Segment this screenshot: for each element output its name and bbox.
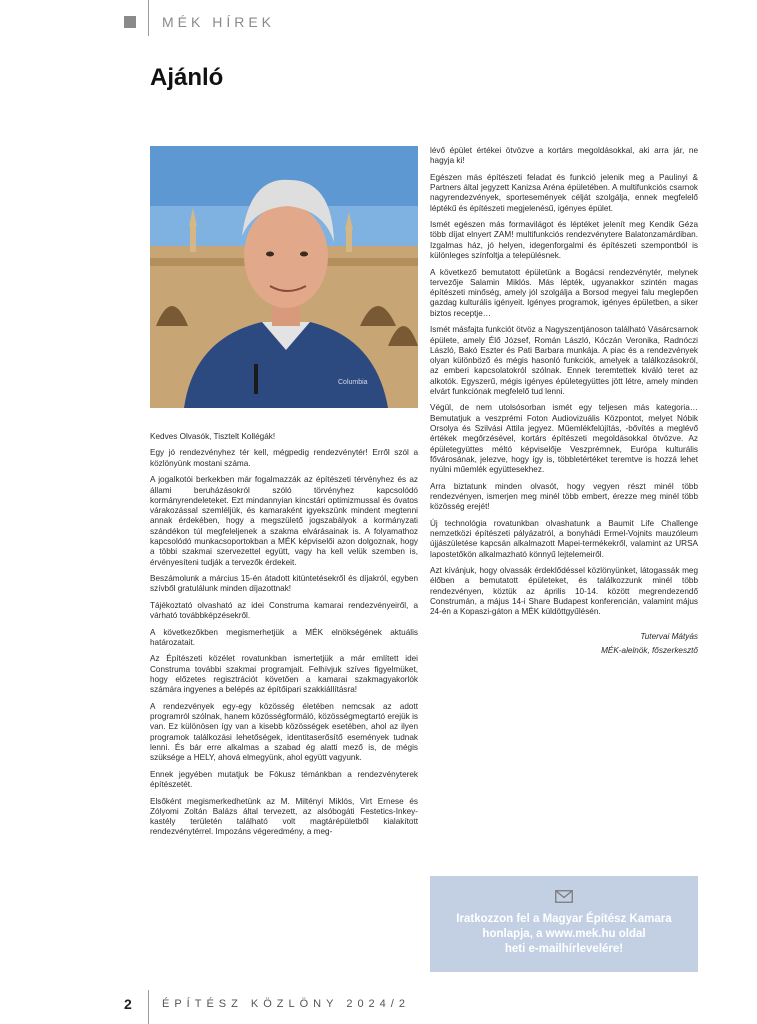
envelope-icon	[555, 890, 573, 908]
paragraph: Végül, de nem utolsósorban ismét egy teljesen más kategoria… Bemutatjuk a veszprémi Foton Audiovizuális Központot, melyet Nóbik Orsolya és Szilvási Attila jegyez. Műemlékfelújítás, -bővítés a meglévő értékek megőrzésével, kortárs építészeti megoldásokkal ötvözve. Az épületegyüttes méltó képviselője Veszprémnek, Európa kulturális fővárosának, jelezve, hogy így is, többletértéket teremtve is hozzá lehet nyúlni műemlék együttesekhez.	[430, 403, 698, 475]
section-header: MÉK HÍREK	[162, 14, 276, 30]
paragraph: Új technológia rovatunkban olvashatunk a Baumit Life Challenge nemzetközi építészeti pályázatról, a bonyhádi Ermel-Vojnits mauzóleum újjászületése kapcsán alkalmazott Mapei-termékekről, valamint az URSA lapostetőkön alkalmazható könnyű lejtelemeiről.	[430, 518, 698, 559]
right-text-column	[430, 146, 698, 662]
paragraph: Egy jó rendezvényhez tér kell, mégpedig rendezvénytér! Erről szól a közlönyünk mostani száma.	[150, 448, 418, 468]
paragraph: Ennek jegyében mutatjuk be Fókusz témánkban a rendezvényterek építészetét.	[150, 769, 418, 790]
paragraph: Az Építészeti közélet rovatunkban ismertetjük a már említett idei Construma további szakmai programjait. Felhívjuk szíves figyelmüket, hogy előzetes regisztrációt követően a kamarai szakmagyakorlók számára ingyenes a belépés az építőipari szakkiállításra!	[150, 654, 418, 695]
page-number: 2	[124, 996, 132, 1012]
paragraph: Ismét másfajta funkciót ötvöz a Nagyszentjánoson található Vásárcsarnok épülete, amely Élő József, Román László, Kóczán Veronika, Radnóczi László, Bakó Eszter és Pati Barbara munkája. A piac és a rendezvények olyan különböző és mégis hasonló funkciók, amelyek a találkozásokról, az emberi kapcsolatokról szólnak. Ennek teremtettek kiváló teret az alkotók. Egyszerű, mégis igényes épületegyüttes jött létre, amely minden elvárt funkciónak megfelelő tud lenni.	[430, 325, 698, 396]
paragraph: A rendezvények egy-egy közösség életében nemcsak az adott programról szólnak, hanem közösségformáló, közösségmegtartó erejük is van. Ez különösen így van a kisebb közösségek esetében, ahol az ilyen programok találkozási lehetőségek, identitaserősítő események tudnak lenni. És bár erre alkalmas a szabad ég alatti mező is, de mégis szüksége a HELY, ahová elmegyünk, ahol együtt vagyunk.	[150, 701, 418, 763]
svg-text:Columbia: Columbia	[338, 379, 368, 386]
header-divider	[148, 0, 149, 36]
paragraph: A jogalkotói berkekben már fogalmazzák az építészeti térvényhez és az állami beruházásokról szóló törvényhez kapcsolódó kormányrendeleteket. Ezt mindannyian kincstári optimizmussal és óvatos várakozással szemléljük, és kamaraként igyekszünk mindent megtenni annak érdekében, hogy a megszülető jogszabályok a kormányzati szándékon túl megfeleljenek a szakma elvárásainak is. A folyamathoz kapcsolódó munkacsoportokban a MÉK képviselői azon dolgoznak, hogy a többi szakmai szervezettel együtt, vagy ha kell velük szemben is, érvényesíteni tudják a tervezők érdekeit.	[150, 475, 418, 567]
promo-line: Iratkozzon fel a Magyar Építész Kamara	[456, 913, 672, 925]
publication-name: ÉPÍTÉSZ KÖZLÖNY 2024/2	[162, 998, 410, 1010]
signature-name: Tutervai Mátyás	[640, 631, 698, 641]
paragraph: Egészen más építészeti feladat és funkció jelenik meg a Paulinyi & Partners által jegyzett Kanizsa Aréna épületében. A multifunkciós csarnok nagyrendezvények, sportesemények célját szolgálja, ennek megfelelő léptékű és építészeti megjelenésű, igényes épület.	[430, 172, 698, 213]
paragraph: Arra biztatunk minden olvasót, hogy vegyen részt minél több rendezvényen, ismerjen meg minél több embert, érezze meg minél több közösség erejét!	[430, 481, 698, 512]
paragraph: Beszámolunk a március 15-én átadott kitüntetésekről és díjakról, egyben szívből gratulálunk minden díjazottnak!	[150, 574, 418, 594]
promo-link-line[interactable]: honlapja, a www.mek.hu oldal	[482, 928, 646, 940]
left-text-column	[150, 432, 418, 844]
paragraph: lévő épület értékei ötvözve a kortárs megoldásokkal, aki arra jár, ne hagyja ki!	[430, 146, 698, 166]
newsletter-promo[interactable]	[430, 876, 698, 972]
paragraph: A következő bemutatott épületünk a Bogácsi rendezvénytér, melynek tervezője Salamin Miklós. Más lépték, ugyanakkor szintén magas építészeti minőség, amely jól szolgálja a Borsod megyei falu meglepően gazdag kulturális igényeit. Igényes programok, igényes épületben, a siker biztos receptje…	[430, 267, 698, 318]
paragraph: A következőkben megismerhetjük a MÉK elnökségének aktuális határozatait.	[150, 627, 418, 647]
promo-text	[430, 912, 698, 957]
greeting: Kedves Olvasók, Tisztelt Kollégák!	[150, 432, 276, 441]
author-photo	[150, 146, 418, 408]
header-marker	[124, 16, 136, 28]
signature-role: MÉK-alelnök, főszerkesztő	[601, 645, 698, 655]
paragraph: Elsőként megismerkedhetünk az M. Miltényi Miklós, Virt Ernese és Zólyomi Zoltán Balázs által tervezett, az alsóbogáti Festetics-Inkey-kastély területén található volt magtárépületből kialakított rendezvénytérrel. Impozáns végeredmény, a meg-	[150, 796, 418, 837]
paragraph: Ismét egészen más formavilágot és léptéket jelenít meg Kendik Géza több díjat elnyert ZAM! multifunkciós rendezvénytere Balatonzamárdiban. Izgalmas ház, jó helyen, idegenforgalmi és építészeti szempontból is különleges színfoltja a településnek.	[430, 220, 698, 261]
paragraph: Azt kívánjuk, hogy olvassák érdeklődéssel közlönyünket, látogassák meg élőben a bemutatott épületeket, és találkozzunk minél több rendezvényen, köztük az április 10-14. között megrendezendő Construmán, a május 14-i Share Budapest konferencián, valamint május 24-én a Kopaszi-gáton a MÉK küldöttgyűlésén.	[430, 566, 698, 617]
page-title: Ajánló	[150, 64, 224, 91]
footer-divider	[148, 990, 149, 1024]
promo-line: heti e-mailhírlevelére!	[504, 943, 624, 955]
paragraph: Tájékoztató olvasható az idei Construma kamarai rendezvényeiről, a várható továbbképzésekről.	[150, 600, 418, 621]
